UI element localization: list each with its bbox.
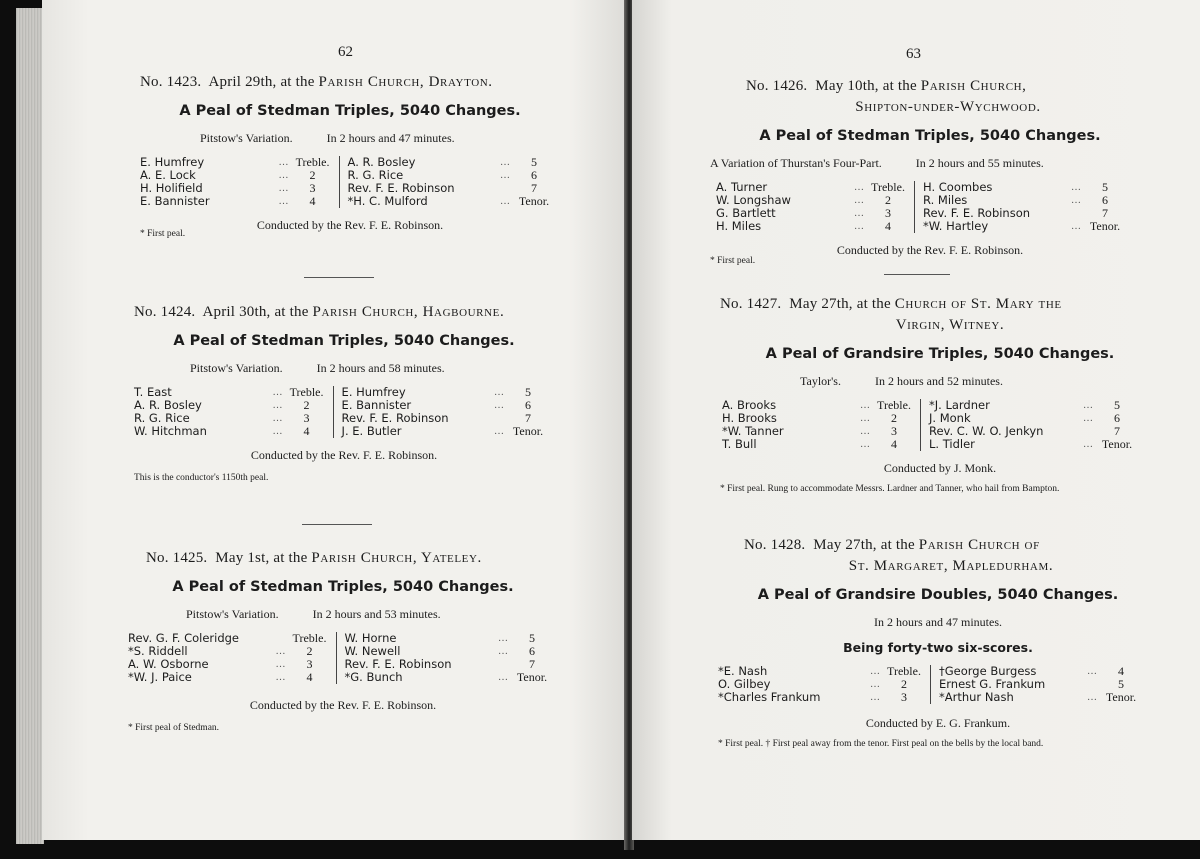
- leader-dots: …: [278, 183, 291, 194]
- ringer-name: E. Bannister: [341, 398, 412, 412]
- peal-place: Church of St. Mary the: [894, 296, 1062, 312]
- ringer-name: *G. Bunch: [344, 670, 403, 684]
- bell-number: 7: [1102, 206, 1108, 220]
- peal-time: In 2 hours and 47 minutes.: [874, 615, 1002, 629]
- peal-title: A Peal of Stedman Triples, 5040 Changes.: [173, 333, 515, 349]
- ringers-list: [140, 156, 560, 208]
- peal-variation: Pitstow's Variation.: [190, 361, 283, 375]
- ringer-name: E. Humfrey: [341, 385, 406, 399]
- leader-dots: …: [1083, 413, 1095, 424]
- peal-date: May 10th, at the: [815, 78, 917, 94]
- leader-dots: …: [500, 170, 512, 181]
- bell-number: 2: [891, 411, 897, 425]
- bell-number: 4: [891, 437, 897, 451]
- bell-number: 3: [901, 690, 907, 704]
- ringer-name: †George Burgess: [939, 664, 1037, 678]
- leader-dots: …: [275, 659, 288, 670]
- separator-rule: [304, 277, 374, 278]
- bell-number: 2: [306, 644, 313, 658]
- peal-footnote: This is the conductor's 1150th peal.: [134, 473, 269, 483]
- peal-conductor: Conducted by the Rev. F. E. Robinson.: [249, 698, 437, 712]
- ringer-name: *E. Nash: [718, 664, 768, 678]
- peal-meta: [128, 607, 558, 622]
- ringer-name: L. Tidler: [929, 437, 975, 451]
- leader-dots: …: [870, 666, 882, 677]
- ringer-row: [929, 438, 1135, 451]
- peal-1425: [128, 548, 558, 733]
- peal-place: Parish Church, Yateley.: [311, 550, 482, 566]
- ringer-row: [716, 220, 906, 233]
- peal-heading: [140, 72, 560, 93]
- ringer-name: H. Miles: [716, 219, 762, 233]
- ringer-name: O. Gilbey: [718, 677, 771, 691]
- ringer-row: [722, 438, 912, 451]
- peal-subtitle: Being forty-two six-scores.: [843, 640, 1033, 655]
- separator-rule: [302, 524, 372, 525]
- peal-conductor: Conducted by E. G. Frankum.: [865, 716, 1011, 730]
- ringer-name: G. Bartlett: [716, 206, 776, 220]
- peal-place-line2: Virgin, Witney.: [895, 317, 1005, 333]
- peal-footnote: * First peal.: [710, 256, 756, 266]
- bell-number: 4: [885, 219, 891, 233]
- bell-number: 6: [529, 644, 535, 658]
- peal-variation: A Variation of Thurstan's Four-Part.: [710, 156, 882, 170]
- peal-1424: [134, 302, 554, 483]
- ringer-name: A. Turner: [716, 180, 768, 194]
- separator-rule: [884, 274, 950, 275]
- bell-number: 3: [306, 657, 313, 671]
- peal-conductor: Conducted by the Rev. F. E. Robinson.: [250, 448, 438, 462]
- peal-footnote: * First peal. Rung to accommodate Messrs. Lardner and Tanner, who hail from Bampton.: [720, 484, 1060, 494]
- leader-dots: …: [498, 672, 510, 683]
- peal-heading: [710, 76, 1150, 118]
- leader-dots: …: [860, 400, 872, 411]
- peal-date: April 29th, at the: [208, 74, 315, 90]
- peal-footnote: * First peal.: [140, 229, 186, 239]
- peal-1423: [140, 72, 560, 239]
- leader-dots: …: [1071, 182, 1083, 193]
- peal-title: A Peal of Stedman Triples, 5040 Changes.: [172, 579, 514, 595]
- peal-heading: [718, 535, 1158, 577]
- ringer-name: R. G. Rice: [134, 411, 190, 425]
- bell-number: 7: [525, 411, 531, 425]
- leader-dots: …: [272, 426, 285, 437]
- ringer-row: [348, 195, 552, 208]
- peal-title: A Peal of Stedman Triples, 5040 Changes.: [759, 128, 1101, 144]
- ringer-name: T. East: [134, 385, 172, 399]
- bell-number: Treble.: [877, 398, 911, 412]
- ringer-name: E. Humfrey: [140, 155, 205, 169]
- leader-dots: …: [860, 439, 872, 450]
- leader-dots: …: [860, 413, 872, 424]
- peal-time: In 2 hours and 52 minutes.: [874, 374, 1003, 388]
- peal-title: A Peal of Grandsire Doubles, 5040 Changes.: [757, 587, 1119, 603]
- ringer-name: R. G. Rice: [347, 168, 404, 182]
- ringer-name: H. Brooks: [722, 411, 777, 425]
- peal-meta: [718, 615, 1158, 630]
- bell-number: Tenor.: [1101, 437, 1133, 451]
- leader-dots: …: [494, 426, 506, 437]
- peal-time: In 2 hours and 55 minutes.: [915, 156, 1044, 170]
- bell-number: Tenor.: [518, 194, 550, 208]
- peal-1428: [718, 535, 1158, 749]
- bell-number: 2: [885, 193, 891, 207]
- bell-number: Treble.: [289, 385, 324, 399]
- peal-conductor: Conducted by J. Monk.: [883, 461, 997, 475]
- peal-place: Parish Church of: [918, 537, 1040, 553]
- leader-dots: …: [854, 195, 866, 206]
- leader-dots: …: [854, 208, 866, 219]
- peal-number: No. 1425.: [146, 550, 208, 566]
- ringer-name: J. Monk: [929, 411, 971, 425]
- peal-title: A Peal of Stedman Triples, 5040 Changes.: [179, 103, 521, 119]
- ringer-name: R. Miles: [923, 193, 968, 207]
- ringer-name: Ernest G. Frankum: [939, 677, 1046, 691]
- ringer-name: T. Bull: [722, 437, 757, 451]
- peal-footnote: * First peal. † First peal away from the tenor. First peal on the bells by the local band.: [718, 739, 1044, 749]
- bell-number: 5: [525, 385, 531, 399]
- ringer-name: *W. J. Paice: [128, 670, 192, 684]
- peal-date: May 27th, at the: [789, 296, 891, 312]
- leader-dots: …: [272, 400, 285, 411]
- leader-dots: …: [1083, 400, 1095, 411]
- peal-place: Parish Church, Drayton.: [318, 74, 493, 90]
- ringer-name: *Arthur Nash: [939, 690, 1014, 704]
- leader-dots: …: [278, 157, 291, 168]
- leader-dots: …: [1087, 666, 1099, 677]
- ringer-row: [923, 220, 1123, 233]
- page-number-left: 62: [338, 44, 353, 60]
- leader-dots: …: [500, 196, 512, 207]
- leader-dots: …: [860, 426, 872, 437]
- peal-heading: [720, 294, 1160, 336]
- leader-dots: …: [494, 400, 506, 411]
- bell-number: 2: [309, 168, 316, 182]
- ringer-name: W. Newell: [344, 644, 401, 658]
- ringer-name: H. Holifield: [140, 181, 203, 195]
- ringer-name: A. Brooks: [722, 398, 777, 412]
- peal-heading: [134, 302, 554, 323]
- peal-meta: [720, 374, 1160, 389]
- bell-number: 3: [309, 181, 316, 195]
- ringer-name: W. Hitchman: [134, 424, 207, 438]
- bell-number: Treble.: [292, 631, 327, 645]
- ringer-name: Rev. F. E. Robinson: [923, 206, 1031, 220]
- ringer-name: Rev. G. F. Coleridge: [128, 631, 240, 645]
- bell-number: 3: [885, 206, 891, 220]
- leader-dots: …: [278, 170, 291, 181]
- bell-number: 6: [1102, 193, 1108, 207]
- ringer-name: Rev. F. E. Robinson: [344, 657, 452, 671]
- peal-number: No. 1424.: [134, 304, 196, 320]
- bell-number: 7: [529, 657, 535, 671]
- ringer-name: Rev. C. W. O. Jenkyn: [929, 424, 1044, 438]
- peal-date: April 30th, at the: [202, 304, 309, 320]
- bell-number: Treble.: [295, 155, 330, 169]
- peal-title: A Peal of Grandsire Triples, 5040 Changes.: [765, 346, 1115, 362]
- page-number-right: 63: [906, 46, 921, 62]
- ringer-row: [128, 671, 328, 684]
- leader-dots: …: [275, 672, 288, 683]
- ringer-name: Rev. F. E. Robinson: [347, 181, 455, 195]
- peal-meta: [140, 131, 560, 146]
- bell-number: Treble.: [887, 664, 921, 678]
- leader-dots: …: [494, 387, 506, 398]
- bell-number: 5: [531, 155, 537, 169]
- bell-number: 6: [1114, 411, 1120, 425]
- peal-variation: Pitstow's Variation.: [200, 131, 293, 145]
- bell-number: 5: [1114, 398, 1120, 412]
- bell-number: 3: [303, 411, 310, 425]
- leader-dots: …: [870, 692, 882, 703]
- ringer-name: E. Bannister: [140, 194, 210, 208]
- peal-footnote: * First peal of Stedman.: [128, 723, 220, 733]
- bell-number: 4: [306, 670, 313, 684]
- leader-dots: …: [854, 221, 866, 232]
- peal-place: Parish Church, Hagbourne.: [312, 304, 505, 320]
- leader-dots: …: [498, 633, 510, 644]
- ringer-name: A. W. Osborne: [128, 657, 209, 671]
- peal-place-line2: Shipton-under-Wychwood.: [855, 99, 1041, 115]
- ringer-name: *J. Lardner: [929, 398, 990, 412]
- ringer-name: Rev. F. E. Robinson: [341, 411, 449, 425]
- ringer-name: A. R. Bosley: [347, 155, 416, 169]
- bell-number: 6: [525, 398, 531, 412]
- ringer-name: *S. Riddell: [128, 644, 188, 658]
- peal-variation: Taylor's.: [800, 374, 841, 388]
- peal-date: May 1st, at the: [215, 550, 308, 566]
- peal-1426: [710, 76, 1150, 266]
- peal-number: No. 1426.: [746, 78, 808, 94]
- bell-number: Tenor.: [516, 670, 548, 684]
- right-page: [632, 0, 1200, 840]
- bell-number: 4: [303, 424, 310, 438]
- peal-time: In 2 hours and 58 minutes.: [316, 361, 445, 375]
- bell-number: 3: [891, 424, 897, 438]
- leader-dots: …: [500, 157, 512, 168]
- ringer-name: *Charles Frankum: [718, 690, 821, 704]
- bell-number: 5: [1118, 677, 1124, 691]
- peal-place: Parish Church,: [920, 78, 1027, 94]
- ringers-list: [718, 665, 1158, 704]
- ringer-row: [939, 691, 1139, 704]
- peal-meta: [710, 156, 1150, 171]
- bell-number: Tenor.: [1105, 690, 1137, 704]
- leader-dots: …: [498, 646, 510, 657]
- leader-dots: …: [1071, 221, 1083, 232]
- ringer-name: *W. Tanner: [722, 424, 784, 438]
- leader-dots: …: [272, 413, 285, 424]
- ringer-name: W. Horne: [344, 631, 397, 645]
- peal-conductor: Conducted by the Rev. F. E. Robinson.: [836, 243, 1024, 257]
- bell-number: 5: [1102, 180, 1108, 194]
- ringer-name: *H. C. Mulford: [347, 194, 428, 208]
- leader-dots: …: [854, 182, 866, 193]
- bell-number: 7: [1114, 424, 1120, 438]
- bell-number: Tenor.: [1089, 219, 1121, 233]
- peal-heading: [128, 548, 558, 569]
- peal-place-line2: St. Margaret, Mapledurham.: [848, 558, 1054, 574]
- peal-1427: [720, 294, 1160, 494]
- ringer-row: [342, 425, 546, 438]
- peal-meta: [134, 361, 554, 376]
- page-edges: [16, 8, 44, 844]
- bell-number: 2: [303, 398, 310, 412]
- ringers-list: [720, 399, 1160, 451]
- peal-date: May 27th, at the: [813, 537, 915, 553]
- ringer-row: [345, 671, 551, 684]
- leader-dots: …: [1071, 195, 1083, 206]
- bell-number: 4: [309, 194, 316, 208]
- ringer-name: H. Coombes: [923, 180, 993, 194]
- bell-number: 7: [531, 181, 537, 195]
- ringers-list: [710, 181, 1150, 233]
- ringer-name: *W. Hartley: [923, 219, 989, 233]
- leader-dots: …: [1083, 439, 1095, 450]
- ringer-row: [134, 425, 325, 438]
- left-page: [42, 0, 628, 840]
- leader-dots: …: [278, 196, 291, 207]
- ringers-list: [134, 386, 554, 438]
- ringers-list: [128, 632, 558, 684]
- bell-number: Treble.: [871, 180, 905, 194]
- peal-conductor: Conducted by the Rev. F. E. Robinson.: [256, 218, 444, 232]
- peal-number: No. 1423.: [140, 74, 202, 90]
- bell-number: 2: [901, 677, 907, 691]
- leader-dots: …: [275, 646, 288, 657]
- bell-number: 5: [529, 631, 535, 645]
- bell-number: 6: [531, 168, 537, 182]
- leader-dots: …: [870, 679, 882, 690]
- bell-number: Tenor.: [512, 424, 544, 438]
- leader-dots: …: [1087, 692, 1099, 703]
- leader-dots: …: [272, 387, 285, 398]
- peal-number: No. 1427.: [720, 296, 782, 312]
- peal-variation: Pitstow's Variation.: [186, 607, 279, 621]
- ringer-name: A. R. Bosley: [134, 398, 202, 412]
- peal-time: In 2 hours and 53 minutes.: [312, 607, 441, 621]
- ringer-row: [718, 691, 922, 704]
- ringer-name: W. Longshaw: [716, 193, 791, 207]
- ringer-name: A. E. Lock: [140, 168, 196, 182]
- peal-number: No. 1428.: [744, 537, 806, 553]
- ringer-name: J. E. Butler: [341, 424, 402, 438]
- peal-time: In 2 hours and 47 minutes.: [326, 131, 455, 145]
- ringer-row: [140, 195, 331, 208]
- bell-number: 4: [1118, 664, 1124, 678]
